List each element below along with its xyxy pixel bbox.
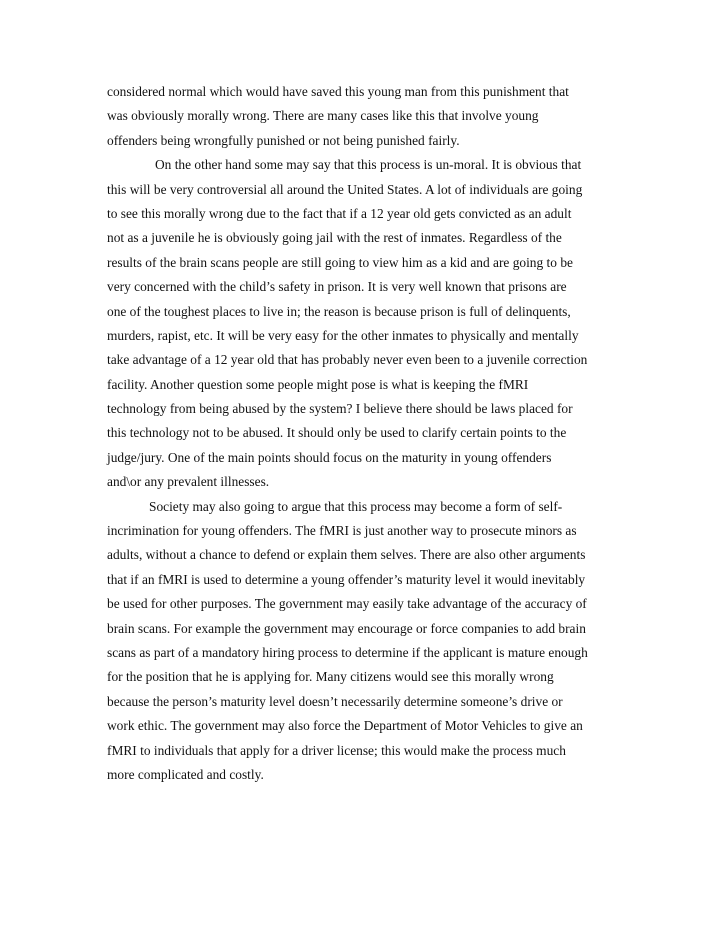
text-line: technology from being abused by the system? I believe there should be laws placed for	[107, 401, 573, 417]
text-line: offenders being wrongfully punished or not being punished fairly.	[107, 132, 460, 148]
text-line: was obviously morally wrong. There are many cases like this that involve young	[107, 108, 539, 124]
text-line: very concerned with the child’s safety in prison. It is very well known that prisons are	[107, 279, 567, 295]
text-line: scans as part of a mandatory hiring process to determine if the applicant is mature enough	[107, 644, 588, 660]
text-line: not as a juvenile he is obviously going jail with the rest of inmates. Regardless of the	[107, 230, 562, 246]
text-line: results of the brain scans people are still going to view him as a kid and are going to be	[107, 254, 573, 270]
text-line: this technology not to be abused. It should only be used to clarify certain points to the	[107, 425, 567, 441]
text-line: take advantage of a 12 year old that has probably never even been to a juvenile correction	[107, 352, 588, 368]
text-line: murders, rapist, etc. It will be very easy for the other inmates to physically and mentally	[107, 327, 579, 343]
paragraph-indent-line: On the other hand some may say that this process is un-moral. It is obvious that	[155, 157, 582, 173]
text-line: this will be very controversial all around the United States. A lot of individuals are going	[107, 181, 583, 197]
text-line: one of the toughest places to live in; the reason is because prison is full of delinquents,	[107, 303, 571, 319]
text-line: to see this morally wrong due to the fact that if a 12 year old gets convicted as an adult	[107, 205, 572, 221]
text-line: facility. Another question some people might pose is what is keeping the fMRI	[107, 376, 529, 392]
text-line: work ethic. The government may also force the Department of Motor Vehicles to give an	[107, 718, 583, 734]
text-line: be used for other purposes. The government may easily take advantage of the accuracy of	[107, 596, 587, 612]
text-line: incrimination for young offenders. The fMRI is just another way to prosecute minors as	[107, 523, 577, 539]
text-line: brain scans. For example the government may encourage or force companies to add brain	[107, 620, 586, 636]
text-line: and\or any prevalent illnesses.	[107, 474, 270, 490]
text-line: because the person’s maturity level doesn’t necessarily determine someone’s drive or	[107, 693, 563, 709]
text-line: adults, without a chance to defend or explain them selves. There are also other arguments	[107, 547, 586, 563]
text-line: considered normal which would have saved this young man from this punishment that	[107, 84, 569, 99]
essay-body	[107, 80, 647, 787]
paragraph-indent-line: Society may also going to argue that this process may become a form of self-	[149, 498, 563, 514]
text-line: judge/jury. One of the main points should focus on the maturity in young offenders	[107, 449, 552, 465]
text-line: that if an fMRI is used to determine a young offender’s maturity level it would inevitably	[107, 571, 586, 587]
text-line: for the position that he is applying for. Many citizens would see this morally wrong	[107, 669, 554, 685]
text-line: more complicated and costly.	[107, 766, 264, 782]
text-line: fMRI to individuals that apply for a driver license; this would make the process much	[107, 742, 566, 758]
